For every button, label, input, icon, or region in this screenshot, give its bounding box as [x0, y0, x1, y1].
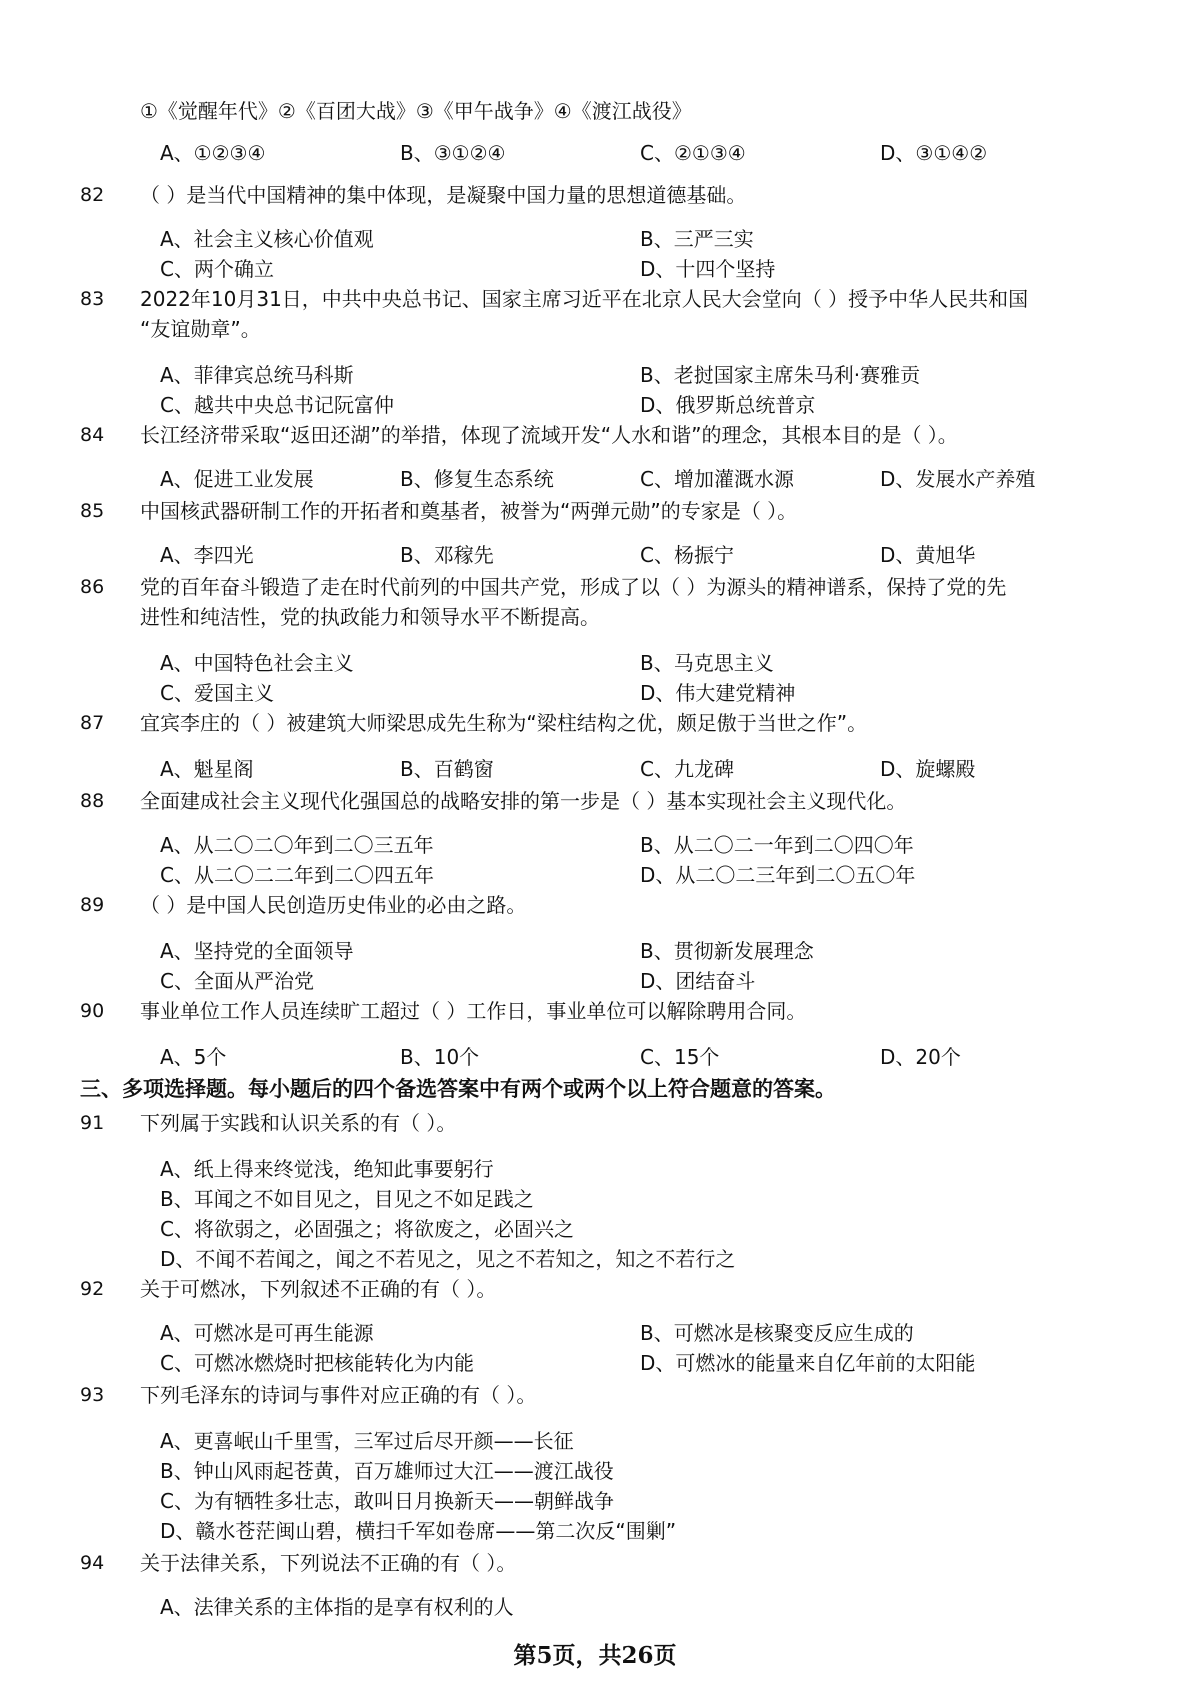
option: D、俄罗斯总统普京	[640, 393, 816, 417]
question-stem: 长江经济带采取“返田还湖”的举措，体现了流域开发“人水和谐”的理念，其根本目的是（ ）。	[140, 423, 958, 447]
question-number: 84	[80, 424, 105, 446]
question-number: 90	[80, 1000, 105, 1022]
option: B、三严三实	[640, 227, 754, 251]
option: A、从二〇二〇年到二〇三五年	[160, 833, 434, 857]
option: A、5个	[160, 1045, 227, 1069]
option: D、赣水苍茫闽山碧，横扫千军如卷席——第二次反“围剿”	[160, 1519, 677, 1543]
option: D、发展水产养殖	[880, 467, 1036, 491]
option: A、社会主义核心价值观	[160, 227, 374, 251]
option: C、可燃冰燃烧时把核能转化为内能	[160, 1351, 474, 1375]
q81-choices-list: ①《觉醒年代》②《百团大战》③《甲午战争》④《渡江战役》	[140, 99, 692, 123]
question-stem-continued: 进性和纯洁性，党的执政能力和领导水平不断提高。	[140, 605, 600, 629]
question-number: 94	[80, 1552, 105, 1574]
question-stem: 关于法律关系，下列说法不正确的有（ ）。	[140, 1551, 517, 1575]
option: D、团结奋斗	[640, 969, 756, 993]
option: B、修复生态系统	[400, 467, 554, 491]
question-number: 87	[80, 712, 105, 734]
option: B、耳闻之不如目见之，目见之不如足践之	[160, 1187, 534, 1211]
question-stem: 中国核武器研制工作的开拓者和奠基者，被誉为“两弹元勋”的专家是（ ）。	[140, 499, 798, 523]
question-number: 92	[80, 1278, 105, 1300]
question-stem: 事业单位工作人员连续旷工超过（ ）工作日，事业单位可以解除聘用合同。	[140, 999, 807, 1023]
q81-option-d: D、③①④②	[880, 141, 988, 165]
question-stem: 2022年10月31日，中共中央总书记、国家主席习近平在北京人民大会堂向（ ）授予中华人民共和国	[140, 287, 1029, 311]
option: C、越共中央总书记阮富仲	[160, 393, 394, 417]
option: C、从二〇二二年到二〇四五年	[160, 863, 434, 887]
option: A、坚持党的全面领导	[160, 939, 354, 963]
question-stem: 下列属于实践和认识关系的有（ ）。	[140, 1111, 457, 1135]
option: D、旋螺殿	[880, 757, 976, 781]
option: A、法律关系的主体指的是享有权利的人	[160, 1595, 514, 1619]
option: D、不闻不若闻之，闻之不若见之，见之不若知之，知之不若行之	[160, 1247, 736, 1271]
question-number: 93	[80, 1384, 105, 1406]
option: D、20个	[880, 1045, 961, 1069]
option: A、促进工业发展	[160, 467, 314, 491]
question-number: 89	[80, 894, 105, 916]
q81-option-b: B、③①②④	[400, 141, 506, 165]
option: C、爱国主义	[160, 681, 274, 705]
option: C、增加灌溉水源	[640, 467, 794, 491]
option: B、邓稼先	[400, 543, 494, 567]
option: A、菲律宾总统马科斯	[160, 363, 354, 387]
q81-option-a: A、①②③④	[160, 141, 266, 165]
option: A、纸上得来终觉浅，绝知此事要躬行	[160, 1157, 494, 1181]
option: C、全面从严治党	[160, 969, 314, 993]
option: B、可燃冰是核聚变反应生成的	[640, 1321, 914, 1345]
option: A、更喜岷山千里雪，三军过后尽开颜——长征	[160, 1429, 574, 1453]
option: A、可燃冰是可再生能源	[160, 1321, 374, 1345]
option: B、百鹤窗	[400, 757, 494, 781]
option: A、李四光	[160, 543, 254, 567]
option: C、为有牺牲多壮志，敢叫日月换新天——朝鲜战争	[160, 1489, 614, 1513]
question-number: 82	[80, 184, 105, 206]
q81-option-c: C、②①③④	[640, 141, 746, 165]
question-number: 86	[80, 576, 105, 598]
question-stem: 下列毛泽东的诗词与事件对应正确的有（ ）。	[140, 1383, 537, 1407]
option: B、钟山风雨起苍黄，百万雄师过大江——渡江战役	[160, 1459, 614, 1483]
option: B、从二〇二一年到二〇四〇年	[640, 833, 914, 857]
option: A、魁星阁	[160, 757, 254, 781]
option: D、黄旭华	[880, 543, 976, 567]
question-stem: 关于可燃冰，下列叙述不正确的有（ ）。	[140, 1277, 497, 1301]
option: C、两个确立	[160, 257, 274, 281]
page-footer: 第5页，共26页	[513, 1642, 677, 1669]
question-stem: 全面建成社会主义现代化强国总的战略安排的第一步是（ ）基本实现社会主义现代化。	[140, 789, 907, 813]
question-number: 85	[80, 500, 105, 522]
question-stem: 党的百年奋斗锻造了走在时代前列的中国共产党，形成了以（ ）为源头的精神谱系，保持了党的先	[140, 575, 1007, 599]
question-stem: （ ）是当代中国精神的集中体现，是凝聚中国力量的思想道德基础。	[140, 183, 747, 207]
option: B、老挝国家主席朱马利·赛雅贡	[640, 363, 921, 387]
option: D、伟大建党精神	[640, 681, 796, 705]
question-stem-continued: “友谊勋章”。	[140, 317, 261, 341]
question-stem: 宜宾李庄的（ ）被建筑大师梁思成先生称为“梁柱结构之优，颇足傲于当世之作”。	[140, 711, 868, 735]
option: B、马克思主义	[640, 651, 774, 675]
option: C、杨振宁	[640, 543, 734, 567]
question-number: 88	[80, 790, 105, 812]
option: C、15个	[640, 1045, 720, 1069]
option: B、贯彻新发展理念	[640, 939, 814, 963]
option: A、中国特色社会主义	[160, 651, 354, 675]
option: D、十四个坚持	[640, 257, 776, 281]
option: D、可燃冰的能量来自亿年前的太阳能	[640, 1351, 976, 1375]
option: D、从二〇二三年到二〇五〇年	[640, 863, 916, 887]
question-stem: （ ）是中国人民创造历史伟业的必由之路。	[140, 893, 527, 917]
section-heading: 三、多项选择题。每小题后的四个备选答案中有两个或两个以上符合题意的答案。	[80, 1077, 836, 1101]
option: C、将欲弱之，必固强之；将欲废之，必固兴之	[160, 1217, 574, 1241]
question-number: 83	[80, 288, 105, 310]
question-number: 91	[80, 1112, 105, 1134]
option: C、九龙碑	[640, 757, 734, 781]
option: B、10个	[400, 1045, 480, 1069]
